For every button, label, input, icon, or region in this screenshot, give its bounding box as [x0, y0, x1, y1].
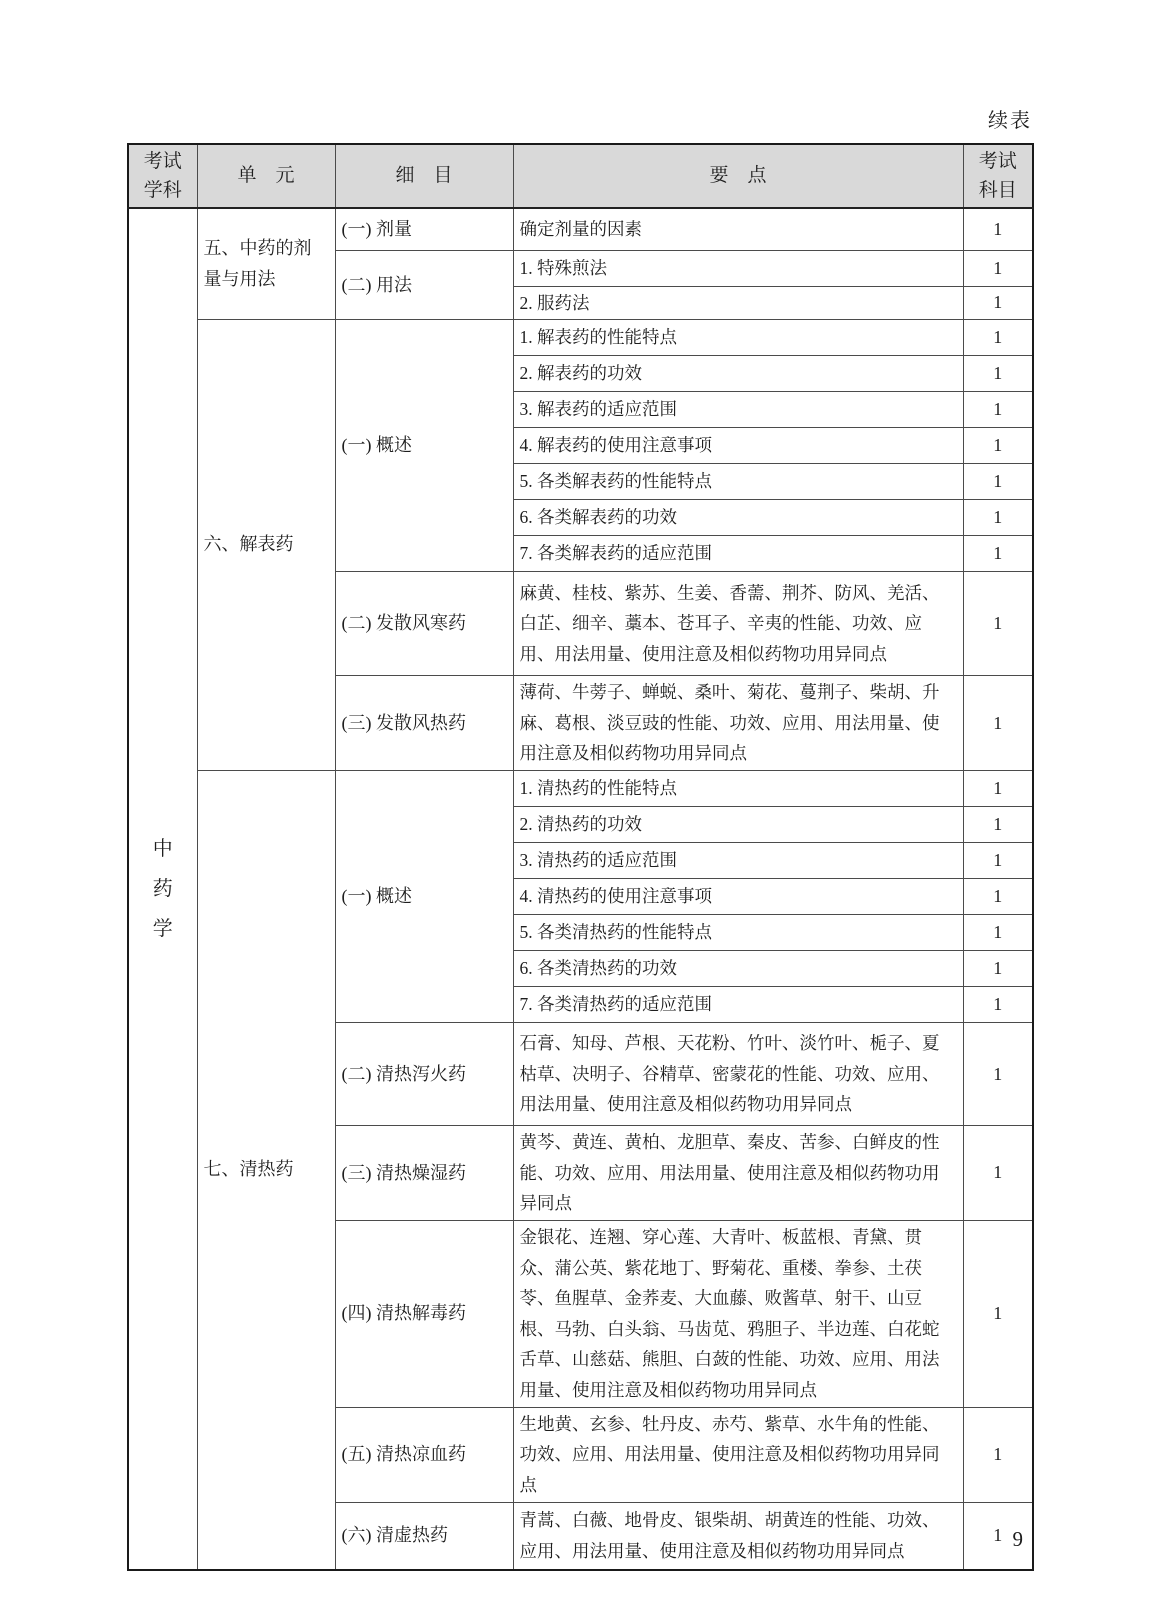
score-cell: 1: [963, 208, 1033, 250]
point-cell: 5. 各类解表药的性能特点: [513, 464, 963, 500]
score-cell: 1: [963, 250, 1033, 286]
item-cell: (四) 清热解毒药: [335, 1220, 513, 1407]
point-cell: 2. 清热药的功效: [513, 807, 963, 843]
unit-cell: 七、清热药: [197, 771, 335, 1571]
score-cell: 1: [963, 915, 1033, 951]
table-row: [128, 208, 1033, 250]
item-cell: (五) 清热凉血药: [335, 1407, 513, 1502]
score-cell: 1: [963, 356, 1033, 392]
point-cell: 麻黄、桂枝、紫苏、生姜、香薷、荆芥、防风、羌活、白芷、细辛、藁本、苍耳子、辛夷的性能、功效、应用、用法用量、使用注意及相似药物功用异同点: [513, 572, 963, 676]
table-row: [128, 771, 1033, 807]
point-cell: 青蒿、白薇、地骨皮、银柴胡、胡黄连的性能、功效、应用、用法用量、使用注意及相似药物功用异同点: [513, 1502, 963, 1570]
page-number: 9: [1012, 1527, 1023, 1551]
point-cell: 4. 解表药的使用注意事项: [513, 428, 963, 464]
point-cell: 2. 服药法: [513, 286, 963, 320]
header-unit: 单 元: [197, 144, 335, 208]
point-cell: 7. 各类清热药的适应范围: [513, 987, 963, 1023]
item-cell: (六) 清虚热药: [335, 1502, 513, 1570]
point-cell: 3. 清热药的适应范围: [513, 843, 963, 879]
subject-cell: [128, 208, 197, 1570]
point-cell: 6. 各类解表药的功效: [513, 500, 963, 536]
item-cell: (二) 用法: [335, 250, 513, 320]
unit-cell: 五、中药的剂量与用法: [197, 208, 335, 320]
point-cell: 确定剂量的因素: [513, 208, 963, 250]
score-cell: 1: [963, 807, 1033, 843]
point-cell: 7. 各类解表药的适应范围: [513, 536, 963, 572]
point-cell: 石膏、知母、芦根、天花粉、竹叶、淡竹叶、栀子、夏枯草、决明子、谷精草、密蒙花的性能、功效、应用、用法用量、使用注意及相似药物功用异同点: [513, 1023, 963, 1126]
point-cell: 1. 特殊煎法: [513, 250, 963, 286]
score-cell: 1: [963, 392, 1033, 428]
score-cell: 1: [963, 676, 1033, 771]
score-cell: 1: [963, 464, 1033, 500]
syllabus-table: [127, 143, 1034, 1571]
score-cell: 1: [963, 843, 1033, 879]
item-cell: (一) 概述: [335, 771, 513, 1023]
header-item: 细 目: [335, 144, 513, 208]
point-cell: 黄芩、黄连、黄柏、龙胆草、秦皮、苦参、白鲜皮的性能、功效、应用、用法用量、使用注意及相似药物功用异同点: [513, 1126, 963, 1221]
score-cell: 1: [963, 951, 1033, 987]
point-cell: 1. 清热药的性能特点: [513, 771, 963, 807]
item-cell: (二) 清热泻火药: [335, 1023, 513, 1126]
item-cell: (三) 发散风热药: [335, 676, 513, 771]
subject-label: 中药学: [152, 838, 173, 940]
score-cell: 1: [963, 428, 1033, 464]
score-cell: 1: [963, 1407, 1033, 1502]
score-cell: 1: [963, 1220, 1033, 1407]
point-cell: 2. 解表药的功效: [513, 356, 963, 392]
score-cell: 1: [963, 987, 1033, 1023]
item-cell: (三) 清热燥湿药: [335, 1126, 513, 1221]
point-cell: 3. 解表药的适应范围: [513, 392, 963, 428]
point-cell: 薄荷、牛蒡子、蝉蜕、桑叶、菊花、蔓荆子、柴胡、升麻、葛根、淡豆豉的性能、功效、应用、用法用量、使用注意及相似药物功用异同点: [513, 676, 963, 771]
header-row: [128, 144, 1033, 208]
score-cell: 1: [963, 286, 1033, 320]
score-cell: 1: [963, 1023, 1033, 1126]
score-cell: 1: [963, 320, 1033, 356]
item-cell: (二) 发散风寒药: [335, 572, 513, 676]
unit-cell: 六、解表药: [197, 320, 335, 771]
point-cell: 5. 各类清热药的性能特点: [513, 915, 963, 951]
point-cell: 1. 解表药的性能特点: [513, 320, 963, 356]
score-cell: 1: [963, 771, 1033, 807]
score-cell: 1: [963, 500, 1033, 536]
header-point: 要 点: [513, 144, 963, 208]
point-cell: 金银花、连翘、穿心莲、大青叶、板蓝根、青黛、贯众、蒲公英、紫花地丁、野菊花、重楼、拳参、土茯苓、鱼腥草、金荞麦、大血藤、败酱草、射干、山豆根、马勃、白头翁、马齿苋、鸦胆子、半边莲、白花蛇舌草、山慈菇、熊胆、白蔹的性能、功效、应用、用法用量、使用注意及相似药物功用异同点: [513, 1220, 963, 1407]
score-cell: 1: [963, 1126, 1033, 1221]
point-cell: 4. 清热药的使用注意事项: [513, 879, 963, 915]
item-cell: (一) 剂量: [335, 208, 513, 250]
score-cell: 1: [963, 1502, 1033, 1570]
point-cell: 生地黄、玄参、牡丹皮、赤芍、紫草、水牛角的性能、功效、应用、用法用量、使用注意及相似药物功用异同点: [513, 1407, 963, 1502]
header-exam-subject: 考试学科: [128, 144, 197, 208]
score-cell: 1: [963, 879, 1033, 915]
header-exam-section: 考试科目: [963, 144, 1033, 208]
score-cell: 1: [963, 572, 1033, 676]
point-cell: 6. 各类清热药的功效: [513, 951, 963, 987]
continued-table-label: 续表: [988, 110, 1032, 132]
item-cell: (一) 概述: [335, 320, 513, 572]
table-row: [128, 320, 1033, 356]
score-cell: 1: [963, 536, 1033, 572]
